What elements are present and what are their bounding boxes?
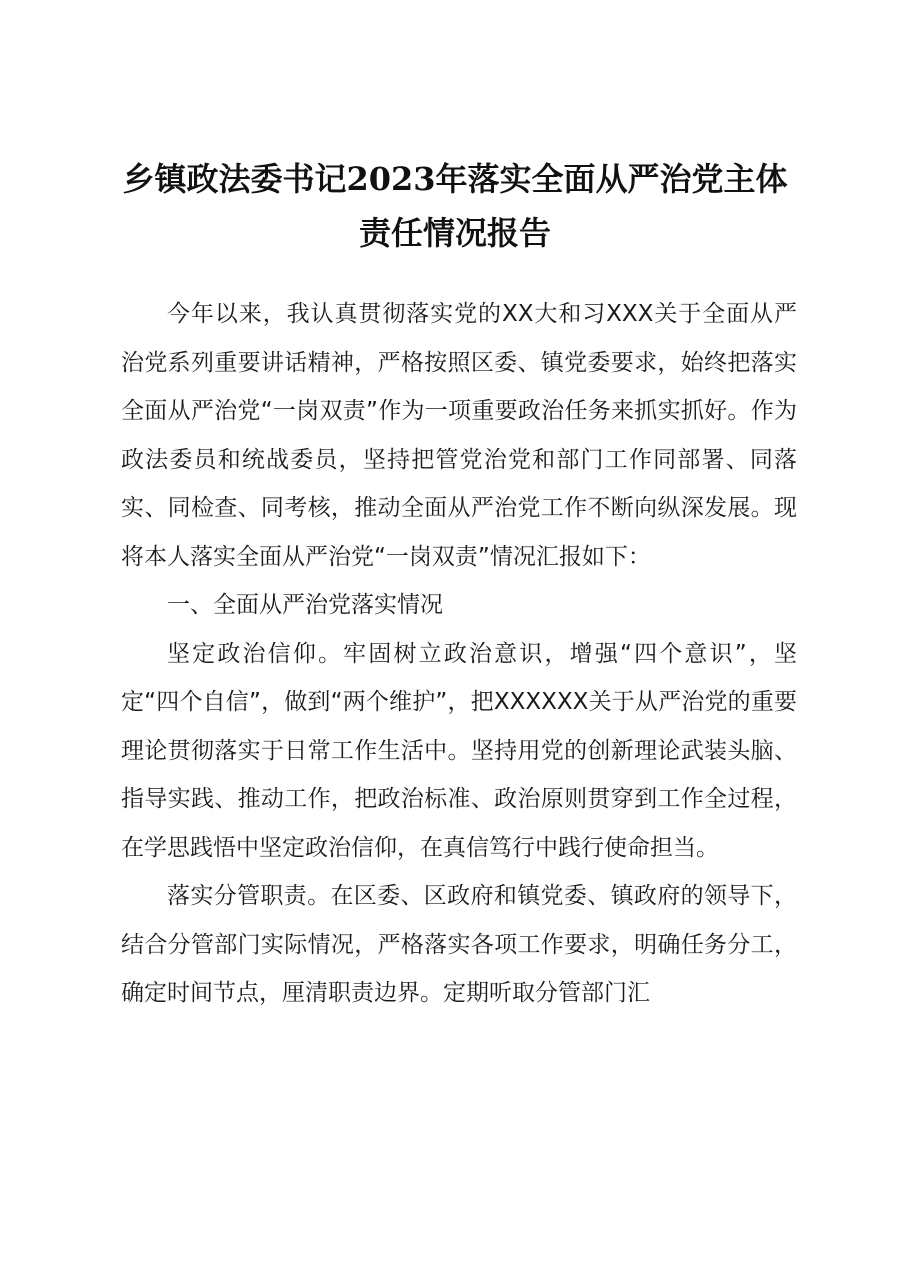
paragraph-intro: 今年以来，我认真贯彻落实党的XX大和习XXX关于全面从严治党系列重要讲话精神，严格按照区委、镇党委要求，始终把落实全面从严治党“一岗双责”作为一项重要政治任务来抓实抓好。作为政法委员和统战委员，坚持把管党治党和部门工作同部署、同落实、同检查、同考核，推动全面从严治党工作不断向纵深发展。现将本人落实全面从严治党“一岗双责”情况汇报如下： bbox=[121, 301, 797, 570]
document-title: 乡镇政法委书记2023年落实全面从严治党主体责任情况报告 bbox=[122, 160, 788, 252]
paragraph-political-belief: 坚定政治信仰。牢固树立政治意识，增强“四个意识”，坚定“四个自信”，做到“两个维护”，把XXXXXX关于从严治党的重要理论贯彻落实于日常工作生活中。坚持用党的创新理论武装头脑、指导实践、推动工作，把政治标准、政治原则贯穿到工作全过程，在学思践悟中坚定政治信仰，在真信笃行中践行使命担当。 bbox=[121, 640, 797, 861]
document-body bbox=[121, 290, 797, 1018]
section-heading: 一、全面从严治党落实情况 bbox=[167, 592, 443, 618]
paragraph-duties: 落实分管职责。在区委、区政府和镇党委、镇政府的领导下，结合分管部门实际情况，严格落实各项工作要求，明确任务分工，确定时间节点，厘清职责边界。定期听取分管部门汇 bbox=[121, 883, 797, 1006]
